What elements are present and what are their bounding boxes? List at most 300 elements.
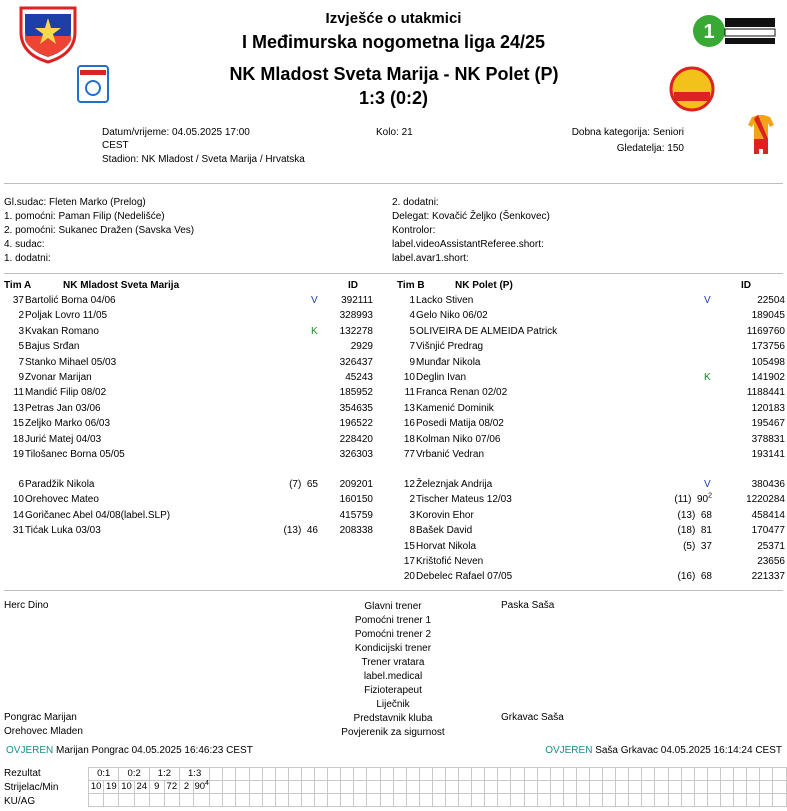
report-title: Izvješće o utakmici <box>325 10 462 27</box>
grid-cell <box>498 781 511 794</box>
official-line: 4. sudac: <box>4 239 45 250</box>
divider <box>4 183 783 184</box>
player-row <box>393 309 783 323</box>
grid-cell <box>432 794 445 807</box>
player-id: 1169760 <box>746 325 785 337</box>
grid-cell <box>681 781 694 794</box>
player-number: 15 <box>403 540 415 552</box>
player-name: Zvonar Marijan <box>25 372 92 383</box>
result-cell: 1:2 <box>149 768 179 781</box>
scorer-cell: 9 <box>149 781 164 794</box>
grid-cell <box>576 794 589 807</box>
grid-cell <box>315 781 328 794</box>
player-name: Jurić Matej 04/03 <box>25 433 102 445</box>
captain-marker: K <box>311 325 318 337</box>
player-number: 15 <box>12 418 24 430</box>
player-name: Kvakan Romano <box>25 325 99 337</box>
grid-cell <box>301 794 314 807</box>
official-line: 2. dodatni: <box>392 197 439 208</box>
player-row <box>0 448 390 462</box>
grid-cell <box>275 768 288 781</box>
player-row <box>0 309 390 323</box>
grid-cell <box>275 794 288 807</box>
player-row <box>393 294 783 308</box>
player-name: Zeljko Marko 06/03 <box>25 418 111 430</box>
grid-cell <box>668 768 681 781</box>
grid-cell <box>367 768 380 781</box>
player-id: 193141 <box>751 449 785 460</box>
player-number: 14 <box>12 509 24 521</box>
officials-right <box>392 196 550 266</box>
kuag-label: KU/AG <box>4 796 36 807</box>
player-number: 18 <box>403 433 415 445</box>
grid-cell <box>694 781 707 794</box>
league-title: I Međimurska nogometna liga 24/25 <box>241 32 546 52</box>
staff-role: Predstavnik kluba <box>353 713 433 724</box>
grid-cell <box>485 781 498 794</box>
grid-cell <box>288 794 301 807</box>
player-row <box>393 540 783 554</box>
player-name: Bartolić Borna 04/06 <box>25 295 116 306</box>
grid-cell <box>194 794 210 807</box>
grid-cell <box>773 768 787 781</box>
player-number: 17 <box>403 556 415 567</box>
grid-cell <box>485 794 498 807</box>
grid-cell <box>223 794 236 807</box>
player-row <box>0 325 390 339</box>
player-row <box>393 340 783 354</box>
player-name: OLIVEIRA DE ALMEIDA Patrick <box>416 325 558 337</box>
league-crest-logo <box>15 2 81 64</box>
player-name: Petras Jan 03/06 <box>25 402 101 414</box>
grid-cell <box>734 794 747 807</box>
player-number: 16 <box>403 418 415 430</box>
player-row <box>393 478 783 492</box>
player-row <box>393 433 783 447</box>
grid-cell <box>341 768 354 781</box>
player-name: Debelec Rafael 07/05 <box>416 571 513 583</box>
player-id: 160150 <box>339 494 373 506</box>
player-name: Tilošanec Borna 05/05 <box>25 449 125 460</box>
scorer-sup: 4 <box>205 779 209 787</box>
grid-cell <box>681 768 694 781</box>
grid-cell <box>419 794 432 807</box>
grid-cell <box>524 781 537 794</box>
grid-cell <box>380 794 393 807</box>
grid-cell <box>341 781 354 794</box>
scorer-cell: $90^4$ <box>194 779 209 792</box>
team-a-id-header: ID <box>348 280 358 291</box>
player-number: 19 <box>12 449 24 460</box>
grid-cell <box>315 768 328 781</box>
grid-cell <box>149 794 164 807</box>
player-id: 170477 <box>751 525 785 537</box>
grid-cell <box>354 781 367 794</box>
grid-cell <box>511 781 524 794</box>
grid-cell <box>524 794 537 807</box>
grid-cell <box>590 794 603 807</box>
player-number: 2 <box>18 310 24 322</box>
player-name: Orehovec Mateo <box>25 494 99 506</box>
grid-cell <box>563 768 576 781</box>
player-name: Poljak Lovro 11/05 <box>25 310 108 322</box>
player-row <box>0 478 390 492</box>
player-name: Kamenić Dominik <box>416 402 494 414</box>
staff-role: Povjerenik za sigurnost <box>341 727 445 738</box>
result-cell: 0:2 <box>119 768 149 781</box>
grid-cell <box>367 781 380 794</box>
grid-cell <box>459 794 472 807</box>
home-verification <box>6 745 253 756</box>
grid-cell <box>354 794 367 807</box>
player-name: Goričanec Abel 04/08(label.SLP) <box>25 509 171 521</box>
grid-cell <box>655 781 668 794</box>
grid-cell <box>642 794 655 807</box>
grid-cell <box>760 794 773 807</box>
grid-cell <box>406 794 419 807</box>
grid-cell <box>668 781 681 794</box>
player-number: 8 <box>409 525 415 537</box>
scorer-cell: 19 <box>104 781 119 794</box>
grid-cell <box>419 781 432 794</box>
player-row <box>393 448 783 462</box>
scorer-label: Strijelac/Min <box>4 782 59 793</box>
grid-cell <box>432 768 445 781</box>
player-name: Krištofić Neven <box>416 556 484 567</box>
player-id: 196522 <box>339 418 373 430</box>
grid-cell <box>367 794 380 807</box>
player-row <box>0 294 390 308</box>
grid-cell <box>164 794 179 807</box>
staff-role: Trener vratara <box>361 657 425 668</box>
official-line: 1. pomoćni: Paman Filip (Nedelišće) <box>4 211 165 222</box>
player-number: 7 <box>18 356 24 368</box>
grid-cell <box>537 794 550 807</box>
scorer-cell: 10 <box>89 781 104 794</box>
player-id: 120183 <box>751 402 785 414</box>
substitution-info: (13) 46 <box>283 525 318 537</box>
away-team-name: NK Polet (P) <box>454 64 559 84</box>
team-b-label: Tim B <box>397 280 425 291</box>
grid-cell <box>406 768 419 781</box>
grid-cell <box>760 768 773 781</box>
staff-role: Fizioterapeut <box>364 685 422 696</box>
grid-cell <box>301 768 314 781</box>
player-number: 11 <box>13 387 24 399</box>
player-id: 1220284 <box>746 494 785 506</box>
player-id: 328993 <box>339 310 373 322</box>
official-line: Gl.sudac: Fleten Marko (Prelog) <box>4 197 146 208</box>
away-verification <box>480 745 782 756</box>
official-line: 1. dodatni: <box>4 253 51 264</box>
player-number: 31 <box>12 525 24 537</box>
grid-cell <box>236 768 249 781</box>
player-id: 105498 <box>751 356 785 368</box>
player-row <box>393 493 783 507</box>
grid-cell <box>616 781 629 794</box>
result-label: Rezultat <box>4 768 41 779</box>
grid-cell <box>249 781 262 794</box>
player-number: 1 <box>409 295 415 306</box>
team-a-name: NK Mladost Sveta Marija <box>63 280 180 291</box>
player-number: 3 <box>409 509 415 521</box>
grid-cell <box>629 768 642 781</box>
age-category: Dobna kategorija: Seniori <box>571 127 684 138</box>
grid-cell <box>747 794 760 807</box>
team-b-name: NK Polet (P) <box>455 280 513 291</box>
grid-cell <box>288 768 301 781</box>
grid-cell <box>747 781 760 794</box>
grid-cell <box>603 768 616 781</box>
official-line: Delegat: Kovačić Željko (Šenkovec) <box>392 211 550 222</box>
grid-cell <box>707 768 720 781</box>
player-id: 45243 <box>345 372 373 383</box>
player-name: Posedi Matija 08/02 <box>416 418 504 430</box>
match-stadium: Stadion: NK Mladost / Sveta Marija / Hrvatska <box>102 154 305 165</box>
match-teams <box>120 64 668 85</box>
team-kit-icon <box>746 113 776 155</box>
grid-row <box>89 781 787 794</box>
player-row <box>393 356 783 370</box>
grid-cell <box>616 768 629 781</box>
grid-cell <box>104 794 119 807</box>
grid-cell <box>445 781 458 794</box>
player-number: 9 <box>409 356 415 368</box>
player-row <box>393 509 783 523</box>
grid-cell <box>550 794 563 807</box>
grid-cell <box>210 781 223 794</box>
captain-marker: K <box>704 372 711 383</box>
grid-cell <box>485 768 498 781</box>
grid-cell <box>262 768 275 781</box>
player-name: Deglin Ivan <box>416 372 467 383</box>
player-id: 141902 <box>751 372 785 383</box>
player-row <box>393 325 783 339</box>
grid-cell <box>707 781 720 794</box>
player-row <box>0 356 390 370</box>
official-line: label.videoAssistantReferee.short: <box>392 239 544 250</box>
grid-cell <box>603 794 616 807</box>
grid-cell <box>249 794 262 807</box>
player-row <box>393 524 783 538</box>
grid-cell <box>694 768 707 781</box>
substitution-info: (7) 65 <box>289 479 318 490</box>
grid-cell <box>511 768 524 781</box>
substitution-info: (18) 81 <box>677 525 712 537</box>
grid-cell <box>734 781 747 794</box>
player-number: 11 <box>404 387 415 399</box>
grid-cell <box>629 781 642 794</box>
league-badge-logo <box>692 13 778 49</box>
match-timezone: CEST <box>102 140 129 151</box>
grid-cell <box>223 768 236 781</box>
player-name: Munđar Nikola <box>416 356 481 368</box>
grid-cell <box>472 794 485 807</box>
grid-cell <box>341 794 354 807</box>
grid-cell <box>760 781 773 794</box>
player-row <box>0 340 390 354</box>
grid-cell <box>629 794 642 807</box>
player-row <box>0 417 390 431</box>
player-name: Gelo Niko 06/02 <box>416 310 488 322</box>
player-row <box>0 402 390 416</box>
team-separator: - <box>443 64 450 84</box>
grid-cell <box>498 794 511 807</box>
grid-cell <box>707 794 720 807</box>
grid-cell <box>432 781 445 794</box>
player-id: 208338 <box>339 525 373 537</box>
player-id: 354635 <box>339 402 373 414</box>
grid-cell <box>668 794 681 807</box>
grid-cell <box>328 794 341 807</box>
grid-cell <box>694 794 707 807</box>
grid-cell <box>134 794 149 807</box>
officials-left <box>4 196 194 266</box>
scorer-cell: 24 <box>134 781 149 794</box>
player-number: 5 <box>18 341 24 353</box>
player-name: Bašek David <box>416 525 473 537</box>
match-round: Kolo: 21 <box>376 127 413 138</box>
grid-cell <box>406 781 419 794</box>
away-verified-text: Saša Grkavac 04.05.2025 16:14:24 CEST <box>595 745 782 756</box>
player-number: 7 <box>409 341 415 353</box>
player-id: 195467 <box>751 418 785 430</box>
substitution-sup: 2 <box>708 493 712 501</box>
player-name: Horvat Nikola <box>416 540 477 552</box>
home-club-crest <box>76 64 110 104</box>
grid-cell <box>380 768 393 781</box>
away-club-crest <box>668 66 716 112</box>
grid-cell <box>445 768 458 781</box>
player-row <box>393 402 783 416</box>
player-row <box>393 555 783 569</box>
grid-cell <box>315 794 328 807</box>
grid-cell <box>655 794 668 807</box>
grid-cell <box>720 781 733 794</box>
home-verified-text: Marijan Pongrac 04.05.2025 16:46:23 CEST <box>56 745 253 756</box>
league-badge-number: 1 <box>703 21 715 43</box>
player-number: 77 <box>403 449 415 460</box>
staff-role: Glavni trener <box>364 601 422 612</box>
grid-row <box>89 768 787 781</box>
grid-cell <box>537 781 550 794</box>
player-id: 23656 <box>757 556 785 567</box>
player-id: 25371 <box>757 540 785 552</box>
grid-cell <box>223 781 236 794</box>
grid-cell <box>720 794 733 807</box>
grid-cell <box>747 768 760 781</box>
grid-cell <box>655 768 668 781</box>
official-line: 2. pomoćni: Sukanec Dražen (Savska Ves) <box>4 225 195 236</box>
grid-cell <box>393 768 406 781</box>
grid-cell <box>328 781 341 794</box>
grid-cell <box>393 781 406 794</box>
player-number: 13 <box>403 402 415 414</box>
grid-cell <box>590 781 603 794</box>
official-line: Kontrolor: <box>392 225 436 236</box>
player-id: 132278 <box>339 325 373 337</box>
player-id: 1188441 <box>746 387 785 399</box>
grid-cell <box>236 781 249 794</box>
grid-cell <box>720 768 733 781</box>
player-row <box>0 433 390 447</box>
grid-cell <box>262 794 275 807</box>
grid-cell <box>590 768 603 781</box>
player-number: 2 <box>409 494 415 506</box>
home-verified-label: OVJEREN <box>6 745 54 756</box>
grid-row <box>89 794 787 807</box>
player-id: 378831 <box>751 433 785 445</box>
grid-cell <box>616 794 629 807</box>
grid-cell <box>563 794 576 807</box>
grid-cell <box>210 794 223 807</box>
result-cell: 0:1 <box>89 768 119 781</box>
grid-cell <box>249 768 262 781</box>
player-id: 326303 <box>339 449 373 460</box>
grid-cell <box>210 768 223 781</box>
player-id: 209201 <box>339 479 373 490</box>
home-representative: Pongrac Marijan <box>4 712 77 723</box>
player-name: Franca Renan 02/02 <box>416 387 508 399</box>
grid-cell <box>642 768 655 781</box>
team-a-label: Tim A <box>4 280 32 291</box>
goalkeeper-marker: V <box>704 295 711 306</box>
player-row <box>0 509 390 523</box>
player-id: 380436 <box>751 479 785 490</box>
player-name: Paradžik Nikola <box>25 479 95 490</box>
grid-cell <box>472 781 485 794</box>
away-coach: Paska Saša <box>501 600 555 611</box>
staff-role: Liječnik <box>376 699 410 710</box>
result-cell: 1:3 <box>179 768 209 781</box>
player-id: 228420 <box>339 433 373 445</box>
grid-cell <box>288 781 301 794</box>
player-id: 326437 <box>339 356 373 368</box>
grid-cell <box>472 768 485 781</box>
player-id: 221337 <box>751 571 785 583</box>
grid-cell <box>576 781 589 794</box>
scorer-cell: 72 <box>164 781 179 794</box>
player-number: 4 <box>409 310 415 322</box>
staff-role: label.medical <box>363 671 423 682</box>
grid-cell <box>576 768 589 781</box>
grid-cell <box>328 768 341 781</box>
divider <box>4 590 783 591</box>
away-verified-label: OVJEREN <box>545 745 593 756</box>
grid-cell <box>459 768 472 781</box>
goalkeeper-marker: V <box>704 479 711 490</box>
grid-cell <box>445 794 458 807</box>
player-row <box>0 371 390 385</box>
substitution-info: (11) $90^2$ <box>674 493 712 506</box>
grid-cell <box>236 794 249 807</box>
player-id: 2929 <box>350 341 373 353</box>
player-row <box>0 386 390 400</box>
spectators: Gledatelja: 150 <box>616 143 684 154</box>
player-id: 185952 <box>339 387 373 399</box>
staff-role: Kondicijski trener <box>354 643 432 654</box>
grid-cell <box>354 768 367 781</box>
player-id: 22504 <box>757 295 785 306</box>
substitution-info: (16) 68 <box>677 571 712 583</box>
player-number: 9 <box>18 372 24 383</box>
grid-cell <box>511 794 524 807</box>
player-name: Tischer Mateus 12/03 <box>416 494 512 506</box>
player-number: 13 <box>12 402 24 414</box>
staff-role: Pomoćni trener 1 <box>354 615 432 626</box>
player-name: Bajus Srđan <box>25 341 80 353</box>
player-number: 37 <box>12 295 24 306</box>
